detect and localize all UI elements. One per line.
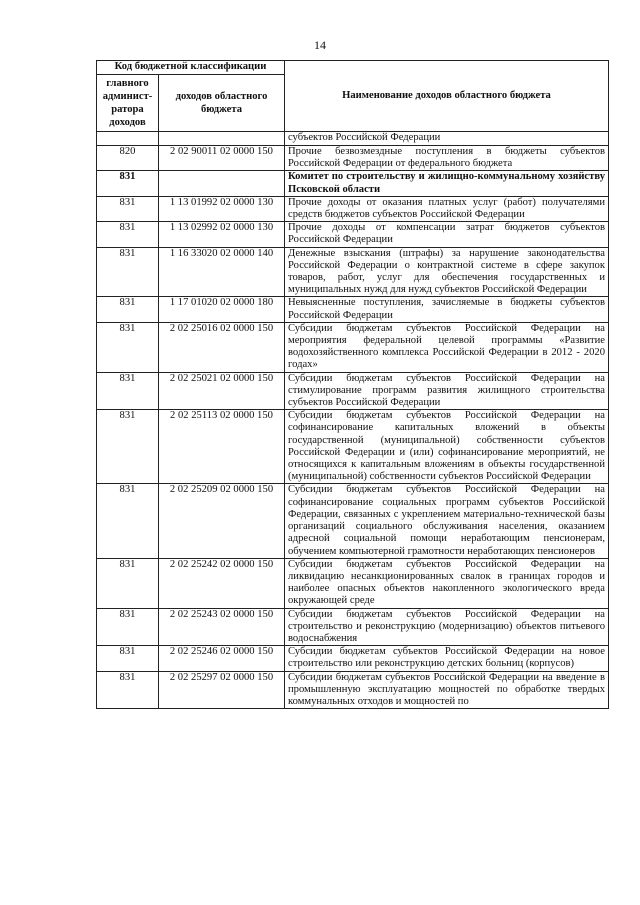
table-row xyxy=(97,410,609,484)
cell-revenue-code: 2 02 25021 02 0000 150 xyxy=(159,372,285,410)
cell-administrator-code: 831 xyxy=(97,646,159,671)
cell-revenue-name: Субсидии бюджетам субъектов Российской Федерации на стимулирование программ развития жилищного строительства субъектов Российской Федерации xyxy=(285,372,609,410)
cell-administrator-code: 831 xyxy=(97,558,159,608)
table-row xyxy=(97,646,609,671)
cell-revenue-code xyxy=(159,171,285,196)
cell-revenue-code: 2 02 25243 02 0000 150 xyxy=(159,608,285,646)
cell-administrator-code: 831 xyxy=(97,671,159,709)
budget-classification-table xyxy=(96,60,609,709)
table-row xyxy=(97,146,609,171)
cell-administrator-code: 831 xyxy=(97,410,159,484)
cell-revenue-code: 2 02 25297 02 0000 150 xyxy=(159,671,285,709)
cell-revenue-name: Денежные взыскания (штрафы) за нарушение законодательства Российской Федерации о контрактной системе в сфере закупок товаров, работ, услуг для обеспечения государственных и муниципальных нужд для нужд субъектов Российской Федерации xyxy=(285,247,609,297)
cell-revenue-code: 2 02 90011 02 0000 150 xyxy=(159,146,285,171)
cell-revenue-name: Прочие доходы от оказания платных услуг (работ) получателями средств бюджетов субъектов Российской Федерации xyxy=(285,196,609,221)
cell-administrator-code: 831 xyxy=(97,196,159,221)
header-main-administrator: главного админист-ратора доходов xyxy=(97,75,159,132)
cell-revenue-name: Прочие безвозмездные поступления в бюджеты субъектов Российской Федерации от федерального бюджета xyxy=(285,146,609,171)
header-budget-classification-code: Код бюджетной классификации xyxy=(97,61,285,75)
table-body xyxy=(97,132,609,709)
cell-revenue-name: Комитет по строительству и жилищно-коммунальному хозяйству Псковской области xyxy=(285,171,609,196)
cell-revenue-code: 1 13 01992 02 0000 130 xyxy=(159,196,285,221)
table-row xyxy=(97,297,609,322)
cell-revenue-name: Невыясненные поступления, зачисляемые в бюджеты субъектов Российской Федерации xyxy=(285,297,609,322)
table-row xyxy=(97,372,609,410)
cell-revenue-code: 2 02 25242 02 0000 150 xyxy=(159,558,285,608)
cell-administrator-code: 831 xyxy=(97,608,159,646)
table-row xyxy=(97,132,609,146)
cell-revenue-code: 1 17 01020 02 0000 180 xyxy=(159,297,285,322)
cell-revenue-name: Прочие доходы от компенсации затрат бюджетов субъектов Российской Федерации xyxy=(285,222,609,247)
header-revenue-name: Наименование доходов областного бюджета xyxy=(285,61,609,132)
cell-administrator-code: 820 xyxy=(97,146,159,171)
cell-revenue-code: 2 02 25016 02 0000 150 xyxy=(159,322,285,372)
cell-revenue-name: Субсидии бюджетам субъектов Российской Федерации на софинансирование социальных программ субъектов Российской Федерации, связанных с укреплением материально-технической базы организаций социального обслуживания населения, оказанием адресной социальной помощи неработающим пенсионерам, обучением компьютерной грамотности неработающих пенсионеров xyxy=(285,484,609,558)
cell-revenue-code: 2 02 25209 02 0000 150 xyxy=(159,484,285,558)
cell-revenue-name: Субсидии бюджетам субъектов Российской Федерации на новое строительство или реконструкцию детских больниц (корпусов) xyxy=(285,646,609,671)
cell-administrator-code: 831 xyxy=(97,372,159,410)
cell-administrator-code: 831 xyxy=(97,171,159,196)
cell-revenue-code: 1 13 02992 02 0000 130 xyxy=(159,222,285,247)
table-row xyxy=(97,222,609,247)
cell-administrator-code: 831 xyxy=(97,247,159,297)
cell-administrator-code: 831 xyxy=(97,484,159,558)
table-row xyxy=(97,558,609,608)
cell-revenue-code: 2 02 25113 02 0000 150 xyxy=(159,410,285,484)
table-row xyxy=(97,196,609,221)
cell-revenue-name: Субсидии бюджетам субъектов Российской Федерации на софинансирование капитальных вложений в объекты государственной (муниципальной) собственности субъектов Российской Федерации и (или) софинансирование мероприятий, не относящихся к капитальным вложениям в объекты государственной (муниципальной) собственности субъектов Российской Федерации xyxy=(285,410,609,484)
cell-administrator-code: 831 xyxy=(97,297,159,322)
cell-revenue-name: субъектов Российской Федерации xyxy=(285,132,609,146)
table-row xyxy=(97,322,609,372)
header-revenue-code: доходов областного бюджета xyxy=(159,75,285,132)
cell-administrator-code: 831 xyxy=(97,222,159,247)
page-number: 14 xyxy=(314,38,326,52)
table-row xyxy=(97,171,609,196)
cell-revenue-code: 1 16 33020 02 0000 140 xyxy=(159,247,285,297)
cell-revenue-name: Субсидии бюджетам субъектов Российской Федерации на мероприятия федеральной целевой программы «Развитие водохозяйственного комплекса Российской Федерации в 2012 - 2020 годах» xyxy=(285,322,609,372)
table-row xyxy=(97,671,609,709)
cell-revenue-name: Субсидии бюджетам субъектов Российской Федерации на ликвидацию несанкционированных свалок в границах городов и наиболее опасных объектов накопленного экологического вреда окружающей среде xyxy=(285,558,609,608)
cell-administrator-code: 831 xyxy=(97,322,159,372)
cell-revenue-name: Субсидии бюджетам субъектов Российской Федерации на строительство и реконструкцию (модернизацию) объектов питьевого водоснабжения xyxy=(285,608,609,646)
cell-revenue-name: Субсидии бюджетам субъектов Российской Федерации на введение в промышленную эксплуатацию мощностей по обработке твердых коммунальных отходов и мощностей по xyxy=(285,671,609,709)
table-row xyxy=(97,484,609,558)
table-row xyxy=(97,247,609,297)
cell-revenue-code: 2 02 25246 02 0000 150 xyxy=(159,646,285,671)
cell-revenue-code xyxy=(159,132,285,146)
table-row xyxy=(97,608,609,646)
cell-administrator-code xyxy=(97,132,159,146)
